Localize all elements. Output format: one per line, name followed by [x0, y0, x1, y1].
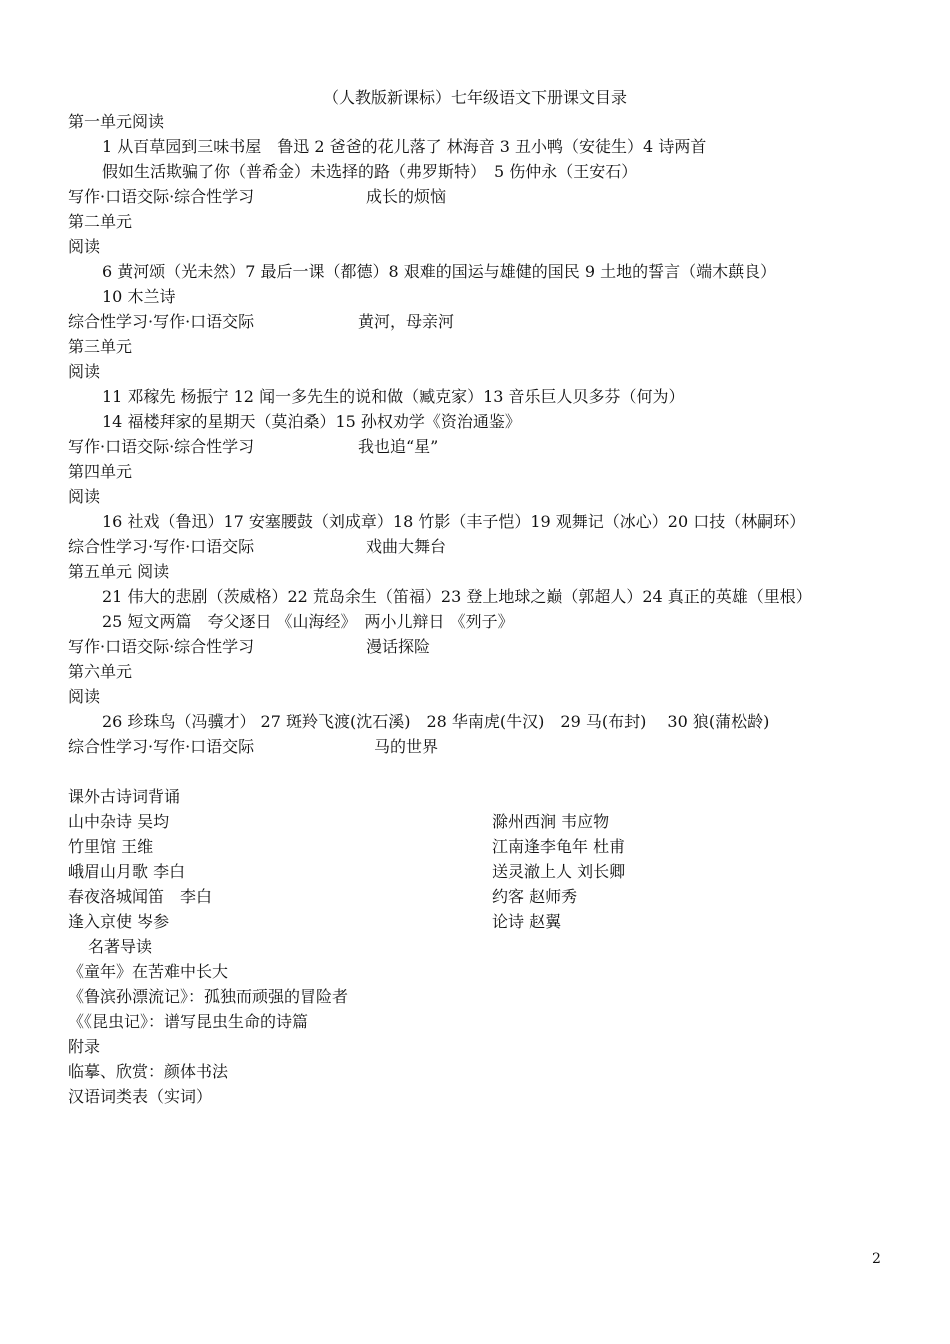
classic-item-2: 《鲁滨孙漂流记》：孤独而顽强的冒险者	[68, 987, 349, 1006]
appendix-item-1: 临摹、欣赏：颜体书法	[68, 1062, 229, 1081]
appendix-item-2: 汉语词类表（实词）	[68, 1087, 213, 1106]
unit-4-reading-label: 阅读	[68, 487, 101, 506]
classic-item-1: 《童年》在苦难中长大	[68, 962, 229, 981]
unit-5-lesson-line-2: 25 短文两篇 夸父逐日 《山海经》 两小儿辩日 《列子》	[102, 612, 514, 631]
document-title: （人教版新课标）七年级语文下册课文目录	[322, 88, 627, 107]
unit-6-lesson-line-1: 26 珍珠鸟（冯骥才） 27 斑羚飞渡(沈石溪) 28 华南虎(牛汉) 29 马(布封) 30 狼(蒲松龄)	[102, 712, 770, 731]
poem-left-1: 山中杂诗 吴均	[68, 812, 170, 831]
unit-4-lesson-line-1: 16 社戏（鲁迅）17 安塞腰鼓（刘成章）18 竹影（丰子恺）19 观舞记（冰心）20 口技（林嗣环）	[102, 512, 806, 531]
unit-2-lesson-line-2: 10 木兰诗	[102, 287, 176, 306]
unit-6-header: 第六单元	[68, 662, 133, 681]
appendix-header: 附录	[68, 1037, 101, 1056]
poem-right-4: 约客 赵师秀	[492, 887, 578, 906]
unit-3-activity-topic: 我也追“星”	[358, 437, 439, 456]
poem-right-5: 论诗 赵翼	[492, 912, 562, 931]
unit-5-activity-topic: 漫话探险	[366, 637, 431, 656]
unit-6-activity-topic: 马的世界	[374, 737, 439, 756]
unit-3-activity: 写作·口语交际·综合性学习	[68, 437, 255, 456]
unit-5-header: 第五单元 阅读	[68, 562, 170, 581]
unit-1-header: 第一单元阅读	[68, 112, 165, 131]
unit-1-lesson-line-2: 假如生活欺骗了你（普希金）未选择的路（弗罗斯特） 5 伤仲永（王安石）	[102, 162, 638, 181]
classic-item-3: 《《昆虫记》：谱写昆虫生命的诗篇	[68, 1012, 309, 1031]
unit-2-reading-label: 阅读	[68, 237, 101, 256]
unit-3-header: 第三单元	[68, 337, 133, 356]
poem-left-2: 竹里馆 王维	[68, 837, 154, 856]
unit-4-activity-topic: 戏曲大舞台	[366, 537, 447, 556]
unit-6-reading-label: 阅读	[68, 687, 101, 706]
page-number: 2	[872, 1251, 881, 1267]
poem-left-4: 春夜洛城闻笛 李白	[68, 887, 213, 906]
poem-right-1: 滁州西涧 韦应物	[492, 812, 610, 831]
unit-3-lesson-line-2: 14 福楼拜家的星期天（莫泊桑）15 孙权劝学《资治通鉴》	[102, 412, 521, 431]
unit-2-activity: 综合性学习·写作·口语交际	[68, 312, 255, 331]
unit-2-activity-topic: 黄河，母亲河	[358, 312, 455, 331]
unit-1-activity-topic: 成长的烦恼	[366, 187, 447, 206]
poem-left-5: 逢入京使 岑参	[68, 912, 170, 931]
poem-right-2: 江南逢李龟年 杜甫	[492, 837, 626, 856]
unit-4-header: 第四单元	[68, 462, 133, 481]
unit-4-activity: 综合性学习·写作·口语交际	[68, 537, 255, 556]
classics-header: 名著导读	[88, 937, 153, 956]
unit-1-activity: 写作·口语交际·综合性学习	[68, 187, 255, 206]
unit-5-activity: 写作·口语交际·综合性学习	[68, 637, 255, 656]
unit-3-lesson-line-1: 11 邓稼先 杨振宁 12 闻一多先生的说和做（臧克家）13 音乐巨人贝多芬（何为）	[102, 387, 685, 406]
unit-3-reading-label: 阅读	[68, 362, 101, 381]
unit-2-lesson-line-1: 6 黄河颂（光未然）7 最后一课（都德）8 艰难的国运与雄健的国民 9 土地的誓言（端木蕻良）	[102, 262, 777, 281]
unit-1-lesson-line-1: 1 从百草园到三味书屋 鲁迅 2 爸爸的花儿落了 林海音 3 丑小鸭（安徒生）4 诗两首	[102, 137, 707, 156]
poem-left-3: 峨眉山月歌 李白	[68, 862, 186, 881]
unit-6-activity: 综合性学习·写作·口语交际	[68, 737, 255, 756]
unit-5-lesson-line-1: 21 伟大的悲剧（茨威格）22 荒岛余生（笛福）23 登上地球之巅（郭超人）24 真正的英雄（里根）	[102, 587, 812, 606]
unit-2-header: 第二单元	[68, 212, 133, 231]
poems-header: 课外古诗词背诵	[68, 787, 181, 806]
poem-right-3: 送灵澈上人 刘长卿	[492, 862, 626, 881]
